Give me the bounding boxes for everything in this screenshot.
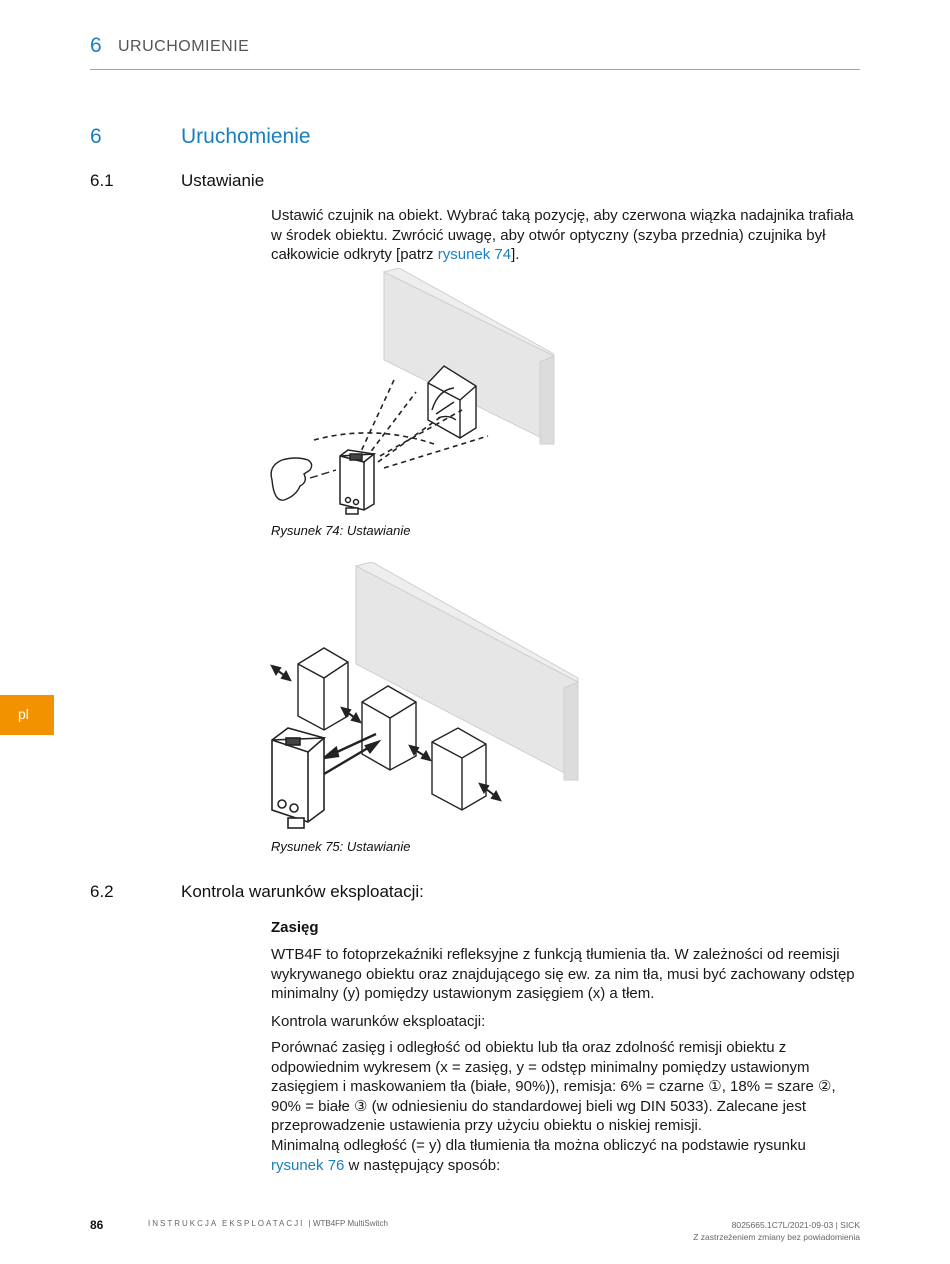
running-header-title: URUCHOMIENIE (118, 38, 250, 55)
chapter-number: 6 (90, 125, 102, 148)
chapter-title: Uruchomienie (181, 125, 311, 148)
figure-75-illustration (266, 562, 586, 834)
language-tab[interactable] (0, 695, 54, 735)
footer-document-title (148, 1219, 388, 1228)
paragraph-end: ]. (511, 246, 520, 263)
section-6-2-title: Kontrola warunków eksploatacji: (181, 882, 424, 901)
figure-74-illustration (266, 268, 566, 518)
object-box-1 (298, 648, 348, 730)
hand (271, 458, 336, 500)
paragraph-2: Kontrola warunków eksploatacji: (271, 1013, 486, 1030)
paragraph-4-text: Minimalną odległość (= y) dla tłumienia tła można obliczyć na podstawie rysunku (271, 1137, 806, 1154)
section-6-1-paragraph (271, 206, 861, 265)
section-6-2-number: 6.2 (90, 882, 114, 901)
section-6-1-number: 6.1 (90, 171, 114, 190)
page-number: 86 (90, 1218, 104, 1232)
sensor (340, 450, 374, 514)
figure-74-caption: Rysunek 74: Ustawianie (271, 523, 411, 538)
paragraph-4 (271, 1136, 861, 1175)
paragraph-1: WTB4F to fotoprzekaźniki refleksyjne z funkcją tłumienia tła. W zależności od reemisji wykrywanego obiektu oraz znajdującego się ew. za nim tła, musi być zachowany odstęp minimalny (y) pomiędzy ustawionym zasięgiem (x) a tłem. (271, 946, 855, 1002)
footer-notice: Z zastrzeżeniem zmiany bez powiadomienia (693, 1232, 860, 1242)
language-tab-label: pl (18, 706, 29, 722)
paragraph-text: Ustawić czujnik na obiekt. Wybrać taką pozycję, aby czerwona wiązka nadajnika trafiała w środek obiektu. Zwrócić uwagę, aby otwór optyczny (szyba przednia) czujnika był całkowicie odkryty [patrz (271, 207, 854, 263)
paragraph-4-end: w następujący sposób: (344, 1156, 501, 1174)
sensor (272, 728, 324, 828)
section-6-1-title: Ustawianie (181, 171, 265, 190)
object-box-3 (432, 728, 486, 810)
footer-right (693, 1219, 860, 1243)
running-header (90, 34, 860, 70)
figure-75-caption: Rysunek 75: Ustawianie (271, 839, 411, 854)
running-header-number: 6 (90, 34, 102, 57)
subheading-zasieg: Zasięg (271, 919, 319, 936)
footer-doc-id: 8025665.1C7L/2021-09-03 | SICK (731, 1220, 860, 1230)
figure-76-link[interactable]: rysunek 76 (271, 1156, 345, 1174)
footer-product: | WTB4FP MultiSwitch (308, 1219, 388, 1228)
object-box-2 (362, 686, 416, 770)
figure-74-link[interactable]: rysunek 74 (437, 246, 512, 263)
footer-doc-type: INSTRUKCJA EKSPLOATACJI (148, 1219, 305, 1228)
paragraph-3: Porównać zasięg i odległość od obiektu lub tła oraz zdolność remisji obiektu z odpowiednim wykresem (x = zasięg, y = odstęp minimalny pomiędzy ustawionym zasięgiem i maskowaniem tła (białe, 90%)), remisja: 6% = czarne ①, 18% = szare ②, 90% = białe ③ (w odniesieniu do standardowej bieli wg DIN 5033). Zalecane jest przeprowadzenie ustawienia przy użyciu obiektu o niskiej remisji. (271, 1039, 836, 1134)
